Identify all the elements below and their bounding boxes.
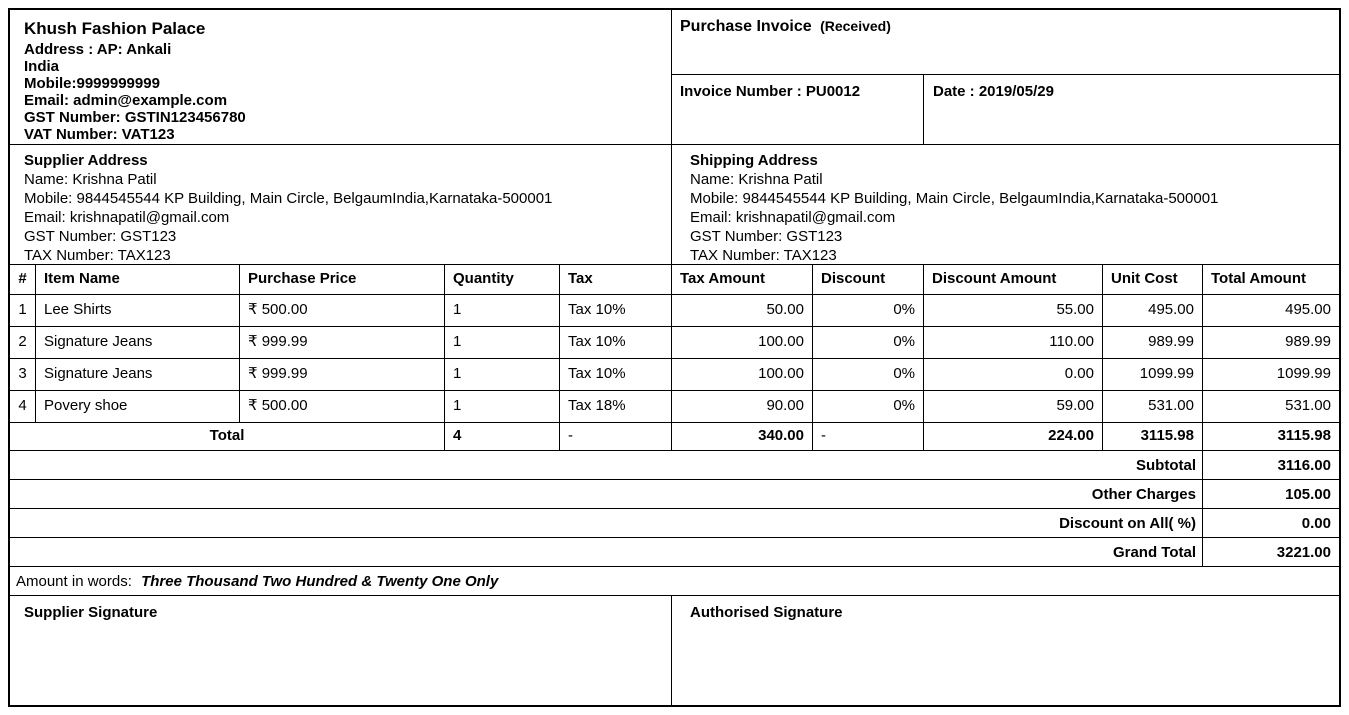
item-tax: Tax 18%: [560, 391, 672, 422]
supplier-signature-label: Supplier Signature: [10, 596, 672, 705]
item-name: Povery shoe: [36, 391, 240, 422]
item-sno: 3: [10, 359, 36, 390]
other-charges-label: Other Charges: [10, 480, 1203, 508]
item-quantity: 1: [445, 359, 560, 390]
shipping-mobile-address: Mobile: 9844545544 KP Building, Main Circle, BelgaumIndia,Karnataka-500001: [690, 190, 1219, 207]
item-unit-cost: 989.99: [1103, 327, 1203, 358]
table-row: [10, 391, 1339, 423]
item-discount-amount: 55.00: [924, 295, 1103, 326]
company-vat-number: VAT Number: VAT123: [24, 126, 175, 143]
shipping-name: Name: Krishna Patil: [690, 171, 823, 188]
item-total-amount: 495.00: [1285, 301, 1331, 318]
item-total-amount: 989.99: [1285, 333, 1331, 350]
header-tax-amount: Tax Amount: [672, 265, 813, 294]
shipping-address-block: [672, 145, 1339, 264]
other-charges-value: 105.00: [1285, 486, 1331, 503]
table-total-row: [10, 423, 1339, 451]
invoice-number: Invoice Number : PU0012: [672, 75, 924, 144]
table-row: [10, 327, 1339, 359]
item-purchase-price: ₹ 500.00: [240, 295, 445, 326]
table-row: [10, 359, 1339, 391]
table-header-row: [10, 265, 1339, 295]
shipping-address-title: Shipping Address: [690, 152, 818, 169]
item-discount: 0%: [813, 391, 924, 422]
summary-row-other-charges: [10, 480, 1339, 509]
item-name: Signature Jeans: [36, 359, 240, 390]
item-name: Signature Jeans: [36, 327, 240, 358]
grand-total-label: Grand Total: [10, 538, 1203, 566]
header-item-name: Item Name: [36, 265, 240, 294]
header-discount-amount: Discount Amount: [924, 265, 1103, 294]
item-purchase-price: ₹ 999.99: [240, 359, 445, 390]
signature-section: [10, 596, 1339, 705]
authorised-signature-label: Authorised Signature: [690, 604, 843, 621]
total-unit-cost: 3115.98: [1103, 423, 1203, 450]
supplier-address-title: Supplier Address: [24, 152, 148, 169]
item-name: Lee Shirts: [36, 295, 240, 326]
address-section: [10, 145, 1339, 265]
item-discount: 0%: [813, 359, 924, 390]
total-quantity: 4: [445, 423, 560, 450]
item-unit-cost: 495.00: [1103, 295, 1203, 326]
invoice-title: Purchase Invoice: [680, 18, 812, 35]
header-section: [10, 10, 1339, 145]
header-purchase-price: Purchase Price: [240, 265, 445, 294]
supplier-address-block: [10, 145, 672, 264]
subtotal-label: Subtotal: [10, 451, 1203, 479]
item-tax-amount: 50.00: [672, 295, 813, 326]
supplier-name: Name: Krishna Patil: [24, 171, 157, 188]
item-purchase-price: ₹ 500.00: [240, 391, 445, 422]
item-discount: 0%: [813, 295, 924, 326]
item-quantity: 1: [445, 327, 560, 358]
total-discount-amount: 224.00: [924, 423, 1103, 450]
item-discount-amount: 0.00: [924, 359, 1103, 390]
shipping-gst-number: GST Number: GST123: [690, 228, 843, 245]
total-tax: -: [560, 423, 672, 450]
supplier-tax-number: TAX Number: TAX123: [24, 247, 171, 264]
invoice-header-block: [672, 10, 1339, 144]
item-tax: Tax 10%: [560, 327, 672, 358]
subtotal-value: 3116.00: [1277, 457, 1331, 474]
supplier-email: Email: krishnapatil@gmail.com: [24, 209, 230, 226]
amount-in-words-label: Amount in words:: [16, 573, 132, 590]
item-total-amount: 531.00: [1285, 397, 1331, 414]
item-sno: 1: [10, 295, 36, 326]
total-label: Total: [10, 423, 445, 450]
amount-in-words-row: [10, 567, 1339, 596]
item-unit-cost: 1099.99: [1103, 359, 1203, 390]
company-gst-number: GST Number: GSTIN123456780: [24, 109, 246, 126]
item-discount: 0%: [813, 327, 924, 358]
company-mobile: Mobile:9999999999: [24, 75, 160, 92]
item-discount-amount: 59.00: [924, 391, 1103, 422]
table-row: [10, 295, 1339, 327]
item-quantity: 1: [445, 391, 560, 422]
supplier-gst-number: GST Number: GST123: [24, 228, 177, 245]
item-tax-amount: 100.00: [672, 327, 813, 358]
invoice-document: [8, 8, 1341, 707]
item-tax-amount: 90.00: [672, 391, 813, 422]
summary-row-grand-total: [10, 538, 1339, 567]
header-tax: Tax: [560, 265, 672, 294]
header-unit-cost: Unit Cost: [1103, 265, 1203, 294]
summary-row-discount-on-all: [10, 509, 1339, 538]
company-address-line: Address : AP: Ankali: [24, 41, 172, 58]
header-quantity: Quantity: [445, 265, 560, 294]
company-country: India: [24, 58, 60, 75]
invoice-date: Date : 2019/05/29: [933, 83, 1054, 100]
item-sno: 4: [10, 391, 36, 422]
shipping-tax-number: TAX Number: TAX123: [690, 247, 837, 264]
item-tax: Tax 10%: [560, 359, 672, 390]
company-email: Email: admin@example.com: [24, 92, 228, 109]
item-discount-amount: 110.00: [924, 327, 1103, 358]
total-amount: 3115.98: [1277, 427, 1331, 444]
company-info-block: [10, 10, 672, 144]
item-total-amount: 1099.99: [1276, 365, 1331, 382]
discount-on-all-value: 0.00: [1301, 515, 1331, 532]
header-sno: #: [10, 265, 36, 294]
supplier-mobile-address: Mobile: 9844545544 KP Building, Main Circle, BelgaumIndia,Karnataka-500001: [24, 190, 553, 207]
item-purchase-price: ₹ 999.99: [240, 327, 445, 358]
invoice-title-cell: [672, 10, 1339, 75]
invoice-meta-row: [672, 75, 1339, 144]
invoice-title-suffix: (Received): [820, 18, 891, 34]
item-tax-amount: 100.00: [672, 359, 813, 390]
total-tax-amount: 340.00: [672, 423, 813, 450]
header-total-amount: Total Amount: [1211, 270, 1306, 287]
item-tax: Tax 10%: [560, 295, 672, 326]
grand-total-value: 3221.00: [1276, 544, 1331, 561]
discount-on-all-label: Discount on All( %): [10, 509, 1203, 537]
header-discount: Discount: [813, 265, 924, 294]
total-discount: -: [813, 423, 924, 450]
amount-in-words-value: Three Thousand Two Hundred & Twenty One Only: [141, 573, 499, 590]
item-sno: 2: [10, 327, 36, 358]
item-unit-cost: 531.00: [1103, 391, 1203, 422]
summary-row-subtotal: [10, 451, 1339, 480]
company-name: Khush Fashion Palace: [24, 19, 206, 38]
shipping-email: Email: krishnapatil@gmail.com: [690, 209, 896, 226]
item-quantity: 1: [445, 295, 560, 326]
